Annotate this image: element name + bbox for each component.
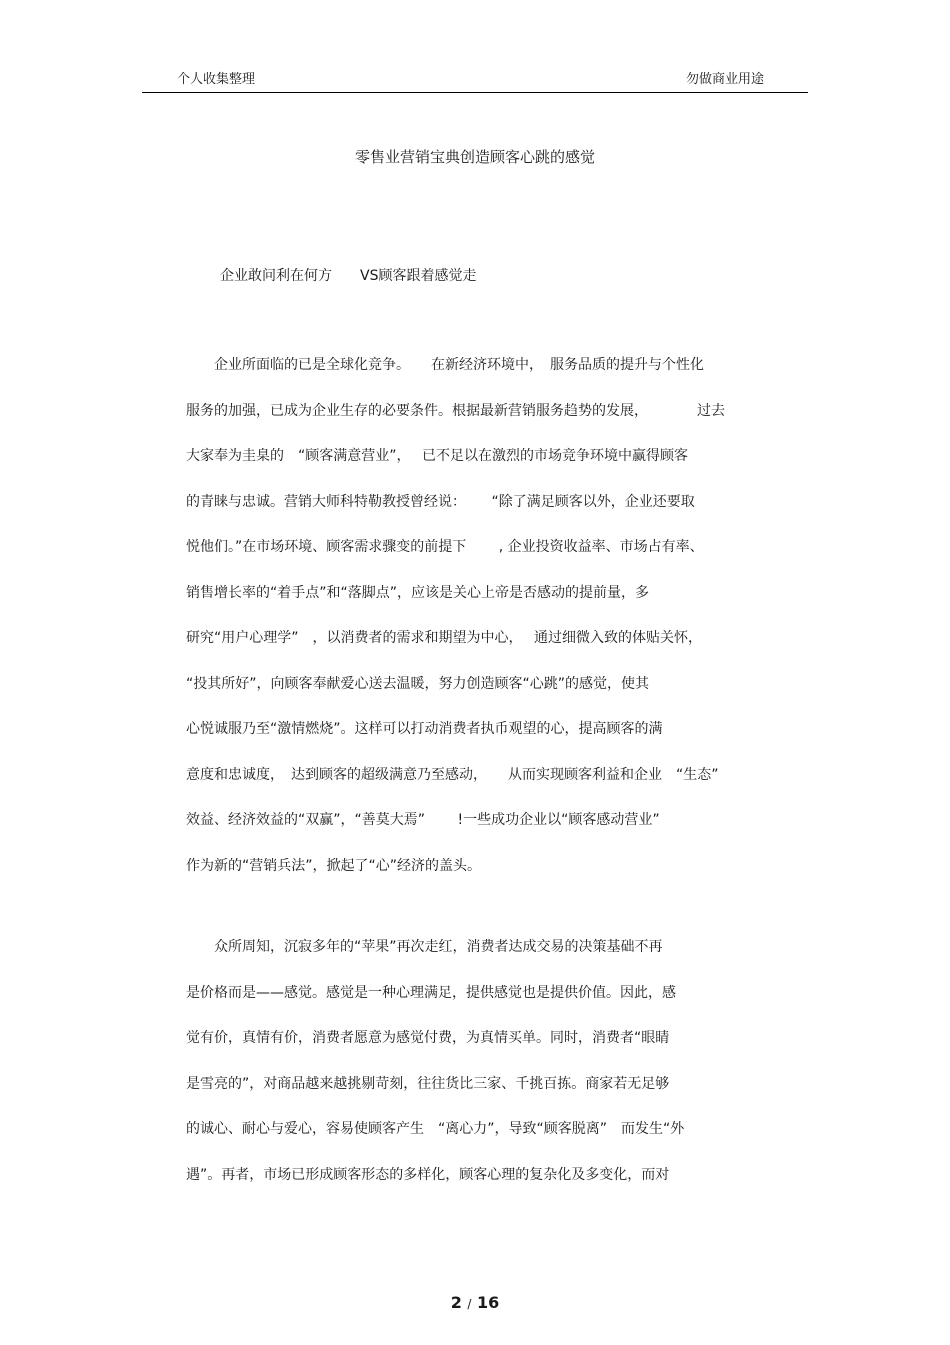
header-left-text: 个人收集整理 <box>177 72 256 87</box>
paragraph-line: 服务的加强，已成为企业生存的必要条件。根据最新营销服务趋势的发展， 过去 <box>186 402 725 419</box>
paragraph-line: 遇”。再者，市场已形成顾客形态的多样化，顾客心理的复杂化及多变化，而对 <box>186 1166 670 1183</box>
paragraph-line: 的青睐与忠诚。营销大师科特勒教授曾经说： “除了满足顾客以外，企业还要取 <box>186 493 695 510</box>
paragraph-line: 觉有价，真情有价，消费者愿意为感觉付费，为真情买单。同时，消费者“眼睛 <box>186 1030 670 1047</box>
paragraph-line: 意度和忠诚度， 达到顾客的超级满意乃至感动， 从而实现顾客利益和企业 “生态” <box>186 766 719 783</box>
paragraph-line: 效益、经济效益的“双赢”，“善莫大焉” !一些成功企业以“顾客感动营业” <box>186 812 660 828</box>
paragraph-line: 大家奉为圭臬的 “顾客满意营业”， 已不足以在激烈的市场竞争环境中赢得顾客 <box>186 448 688 464</box>
page-separator: / <box>467 1297 472 1311</box>
paragraph-line: 悦他们。”在市场环境、顾客需求骤变的前提下 , 企业投资收益率、市场占有率、 <box>186 539 704 555</box>
paragraph-line: 销售增长率的“着手点”和“落脚点”，应该是关心上帝是否感动的提前量，多 <box>186 584 650 601</box>
paragraph-line: 是雪亮的”，对商品越来越挑剔苛刻，往往货比三家、千挑百拣。商家若无足够 <box>186 1075 670 1092</box>
paragraph-line: 众所周知，沉寂多年的“苹果”再次走红，消费者达成交易的决策基础不再 <box>186 939 663 955</box>
paragraph-line: 心悦诚服乃至“激情燃烧”。这样可以打动消费者执币观望的心，提高顾客的满 <box>186 721 663 737</box>
section-subtitle: 企业敢问利在何方 VS顾客跟着感觉走 <box>220 268 477 284</box>
header-right-text: 勿做商业用途 <box>685 72 764 87</box>
page-header <box>142 60 808 93</box>
paragraph-line: 研究“用户心理学” ，以消费者的需求和期望为中心， 通过细微入致的体贴关怀， <box>186 630 702 646</box>
paragraph-line: 是价格而是——感觉。感觉是一种心理满足，提供感觉也是提供价值。因此，感 <box>186 984 676 1001</box>
paragraph-line: 企业所面临的已是全球化竞争。 在新经济环境中， 服务品质的提升与个性化 <box>186 357 704 373</box>
page-number <box>0 1293 950 1312</box>
page-total: 16 <box>477 1293 500 1312</box>
paragraph-1 <box>186 355 776 901</box>
page-current: 2 <box>450 1293 462 1312</box>
paragraph-line: 的诚心、耐心与爱心，容易使顾客产生 “离心力”，导致“顾客脱离” 而发生“外 <box>186 1121 685 1138</box>
paragraph-line: 作为新的“营销兵法”，掀起了“心”经济的盖头。 <box>186 857 482 874</box>
document-title: 零售业营销宝典创造顾客心跳的感觉 <box>354 148 595 166</box>
paragraph-line: “投其所好”，向顾客奉献爱心送去温暖，努力创造顾客“心跳”的感觉，使其 <box>186 675 650 692</box>
paragraph-2 <box>186 937 776 1211</box>
